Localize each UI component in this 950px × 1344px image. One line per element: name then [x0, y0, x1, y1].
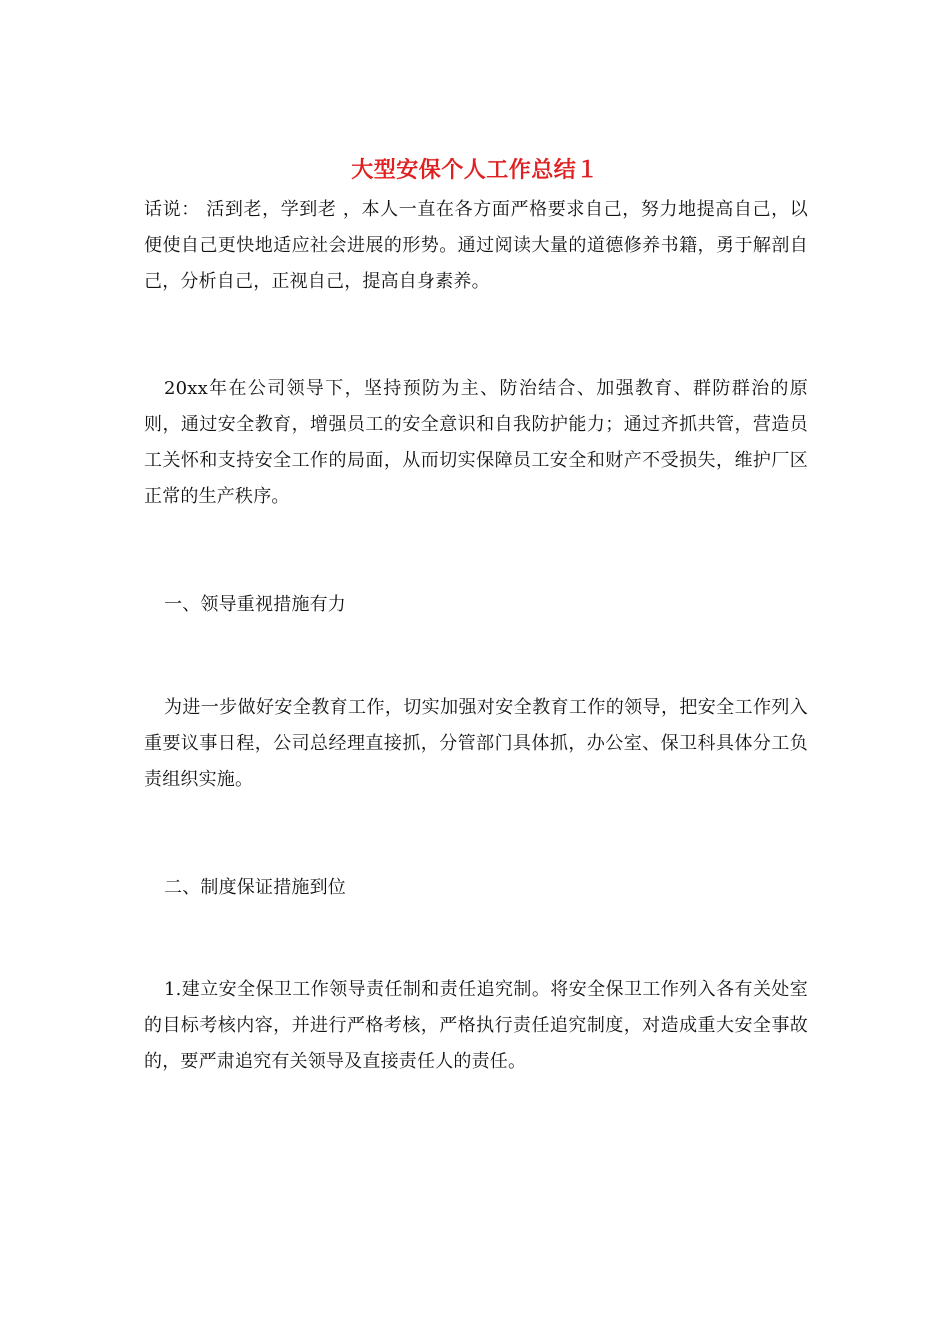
- section-heading-system: 二、制度保证措施到位: [164, 877, 346, 898]
- document-title: 大型安保个人工作总结１: [351, 157, 599, 183]
- section-heading-leadership: 一、领导重视措施有力: [164, 594, 346, 615]
- overview-paragraph: 20xx年在公司领导下，坚持预防为主、防治结合、加强教育、群防群治的原则，通过安全教育，增强员工的安全意识和自我防护能力；通过齐抓共管，营造员工关怀和支持安全工作的局面，从而切实保障员工安全和财产不受损失，维护厂区正常的生产秩序。: [144, 378, 808, 507]
- intro-paragraph: 话说： 活到老，学到老 ，本人一直在各方面严格要求自己，努力地提高自己，以便使自己更快地适应社会进展的形势。通过阅读大量的道德修养书籍，勇于解剖自己，分析自己，正视自己，提高自身素养。: [144, 199, 808, 292]
- system-paragraph: 1.建立安全保卫工作领导责任制和责任追究制。将安全保卫工作列入各有关处室的目标考核内容，并进行严格考核，严格执行责任追究制度，对造成重大安全事故的，要严肃追究有关领导及直接责任人的责任。: [144, 979, 808, 1072]
- leadership-paragraph: 为进一步做好安全教育工作，切实加强对安全教育工作的领导，把安全工作列入重要议事日程，公司总经理直接抓，分管部门具体抓，办公室、保卫科具体分工负责组织实施。: [144, 697, 808, 790]
